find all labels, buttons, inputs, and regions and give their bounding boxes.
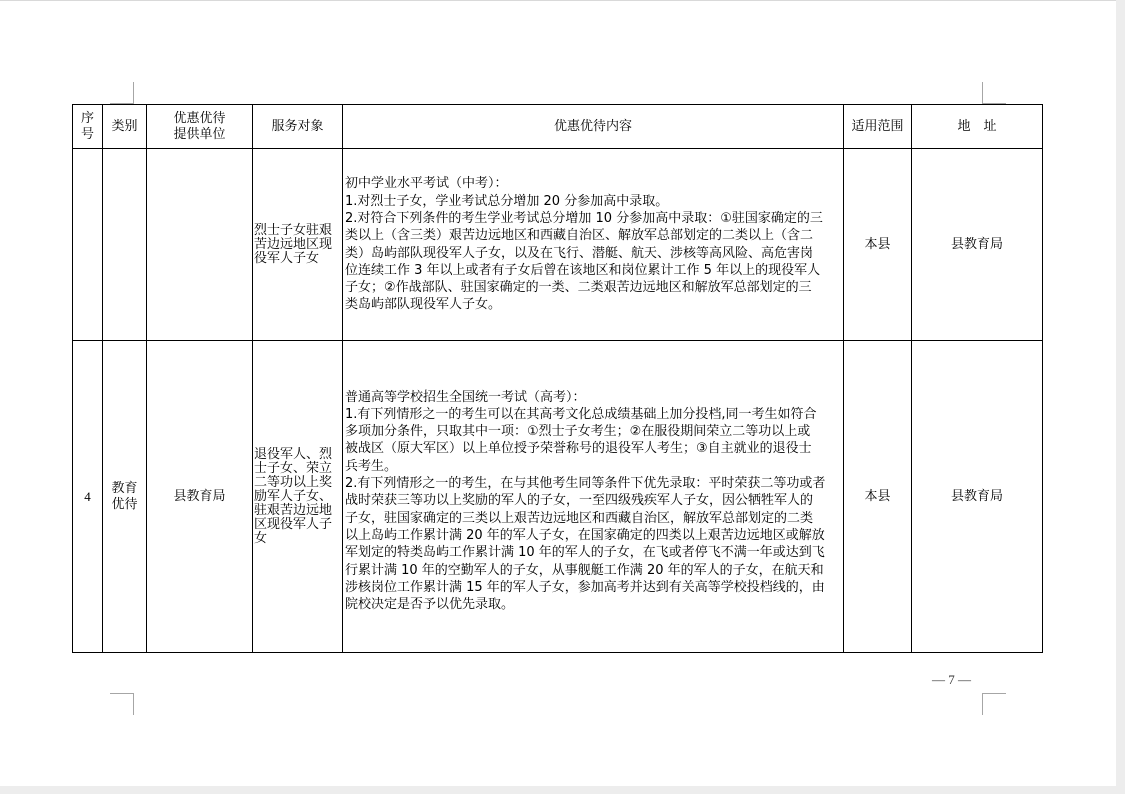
content-line: 类）岛屿部队现役军人子女，以及在飞行、潜艇、航天、涉核等高风险、高危害岗 [345, 245, 814, 261]
crop-mark-bottom-left-h [110, 693, 134, 694]
content-line: 被战区（原大军区）以上单位授予荣誉称号的退役军人考生；③自主就业的退役士 [345, 441, 812, 457]
content-line: 1.有下列情形之一的考生可以在其高考文化总成绩基础上加分投档,同一考生如符合 [345, 406, 817, 422]
content-line: 1.对烈士子女，学业考试总分增加 20 分参加高中录取。 [345, 193, 669, 209]
content-line: 院校决定是否予以优先录取。 [345, 597, 515, 613]
row-seq [73, 149, 103, 341]
content-line: 子女，驻国家确定的三类以上艰苦边远地区和西藏自治区，解放军总部划定的二类 [345, 510, 814, 526]
row-provider: 县教育局 [147, 341, 253, 653]
content-line: 以上岛屿工作累计满 20 年的军人子女，在国家确定的四类以上艰苦边远地区或解放 [345, 527, 825, 543]
crop-mark-top-right [982, 82, 983, 103]
content-line: 行累计满 10 年的空勤军人的子女，从事舰艇工作满 20 年的军人的子女，在航天和 [345, 562, 824, 578]
header-seq: 序号 [73, 105, 103, 149]
crop-mark-top-left [133, 82, 134, 103]
content-line: 普通高等学校招生全国统一考试（高考）： [345, 389, 586, 405]
row-scope: 本县 [844, 341, 912, 653]
header-scope: 适用范围 [844, 105, 912, 149]
content-line: 2.对符合下列条件的考生学业考试总分增加 10 分参加高中录取：①驻国家确定的三 [345, 210, 823, 226]
header-category: 类别 [103, 105, 147, 149]
table-row [73, 149, 1043, 341]
content-line: 军划定的特类岛屿工作累计满 10 年的军人的子女，在飞或者停飞不满一年或达到飞 [345, 545, 825, 561]
content-line: 子女；②作战部队、驻国家确定的一类、二类艰苦边远地区和解放军总部划定的三 [345, 280, 812, 296]
content-line: 类岛屿部队现役军人子女。 [345, 297, 502, 313]
content-line: 战时荣获三等功以上奖励的军人的子女，一至四级残疾军人子女，因公牺牲军人的 [345, 493, 814, 509]
crop-mark-bottom-right-h [982, 693, 1006, 694]
row-target: 烈士子女驻艰苦边远地区现役军人子女 [253, 149, 343, 341]
content-line: 类以上（含三类）艰苦边远地区和西藏自治区、解放军总部划定的二类以上（含二 [345, 228, 814, 244]
row-address: 县教育局 [912, 149, 1043, 341]
page-number: — 7 — [932, 672, 971, 687]
table-header-row [73, 105, 1043, 149]
row-content [343, 341, 844, 653]
content-line: 多项加分条件，只取其中一项：①烈士子女考生；②在服役期间荣立二等功以上或 [345, 424, 811, 440]
row-category: 教育优待 [103, 341, 147, 653]
row-scope: 本县 [844, 149, 912, 341]
content-line: 兵考生。 [345, 458, 398, 474]
row-seq: 4 [73, 341, 103, 653]
page-right-edge [1116, 0, 1125, 794]
content-line: 位连续工作 3 年以上或者有子女后曾在该地区和岗位累计工作 5 年以上的现役军人 [345, 262, 821, 278]
header-provider: 优惠优待提供单位 [147, 105, 253, 149]
table-row [73, 341, 1043, 653]
content-line: 涉核岗位工作累计满 15 年的军人子女，参加高考并达到有关高等学校投档线的，由 [345, 579, 825, 595]
row-provider [147, 149, 253, 341]
content-line: 初中学业水平考试（中考）： [345, 176, 508, 192]
header-address: 地 址 [912, 105, 1043, 149]
row-address: 县教育局 [912, 341, 1043, 653]
crop-mark-bottom-right [982, 693, 983, 715]
header-target: 服务对象 [253, 105, 343, 149]
crop-mark-bottom-left [133, 693, 134, 715]
header-content: 优惠优待内容 [343, 105, 844, 149]
page-top-edge [0, 0, 1125, 1]
content-line: 2.有下列情形之一的考生，在与其他考生同等条件下优先录取：平时荣获二等功或者 [345, 476, 826, 492]
row-target: 退役军人、烈士子女、荣立二等功以上奖励军人子女、驻艰苦边远地区现役军人子女 [253, 341, 343, 653]
preferential-treatment-table [72, 104, 1043, 653]
page-bottom-edge [0, 786, 1125, 794]
row-category [103, 149, 147, 341]
row-content [343, 149, 844, 341]
